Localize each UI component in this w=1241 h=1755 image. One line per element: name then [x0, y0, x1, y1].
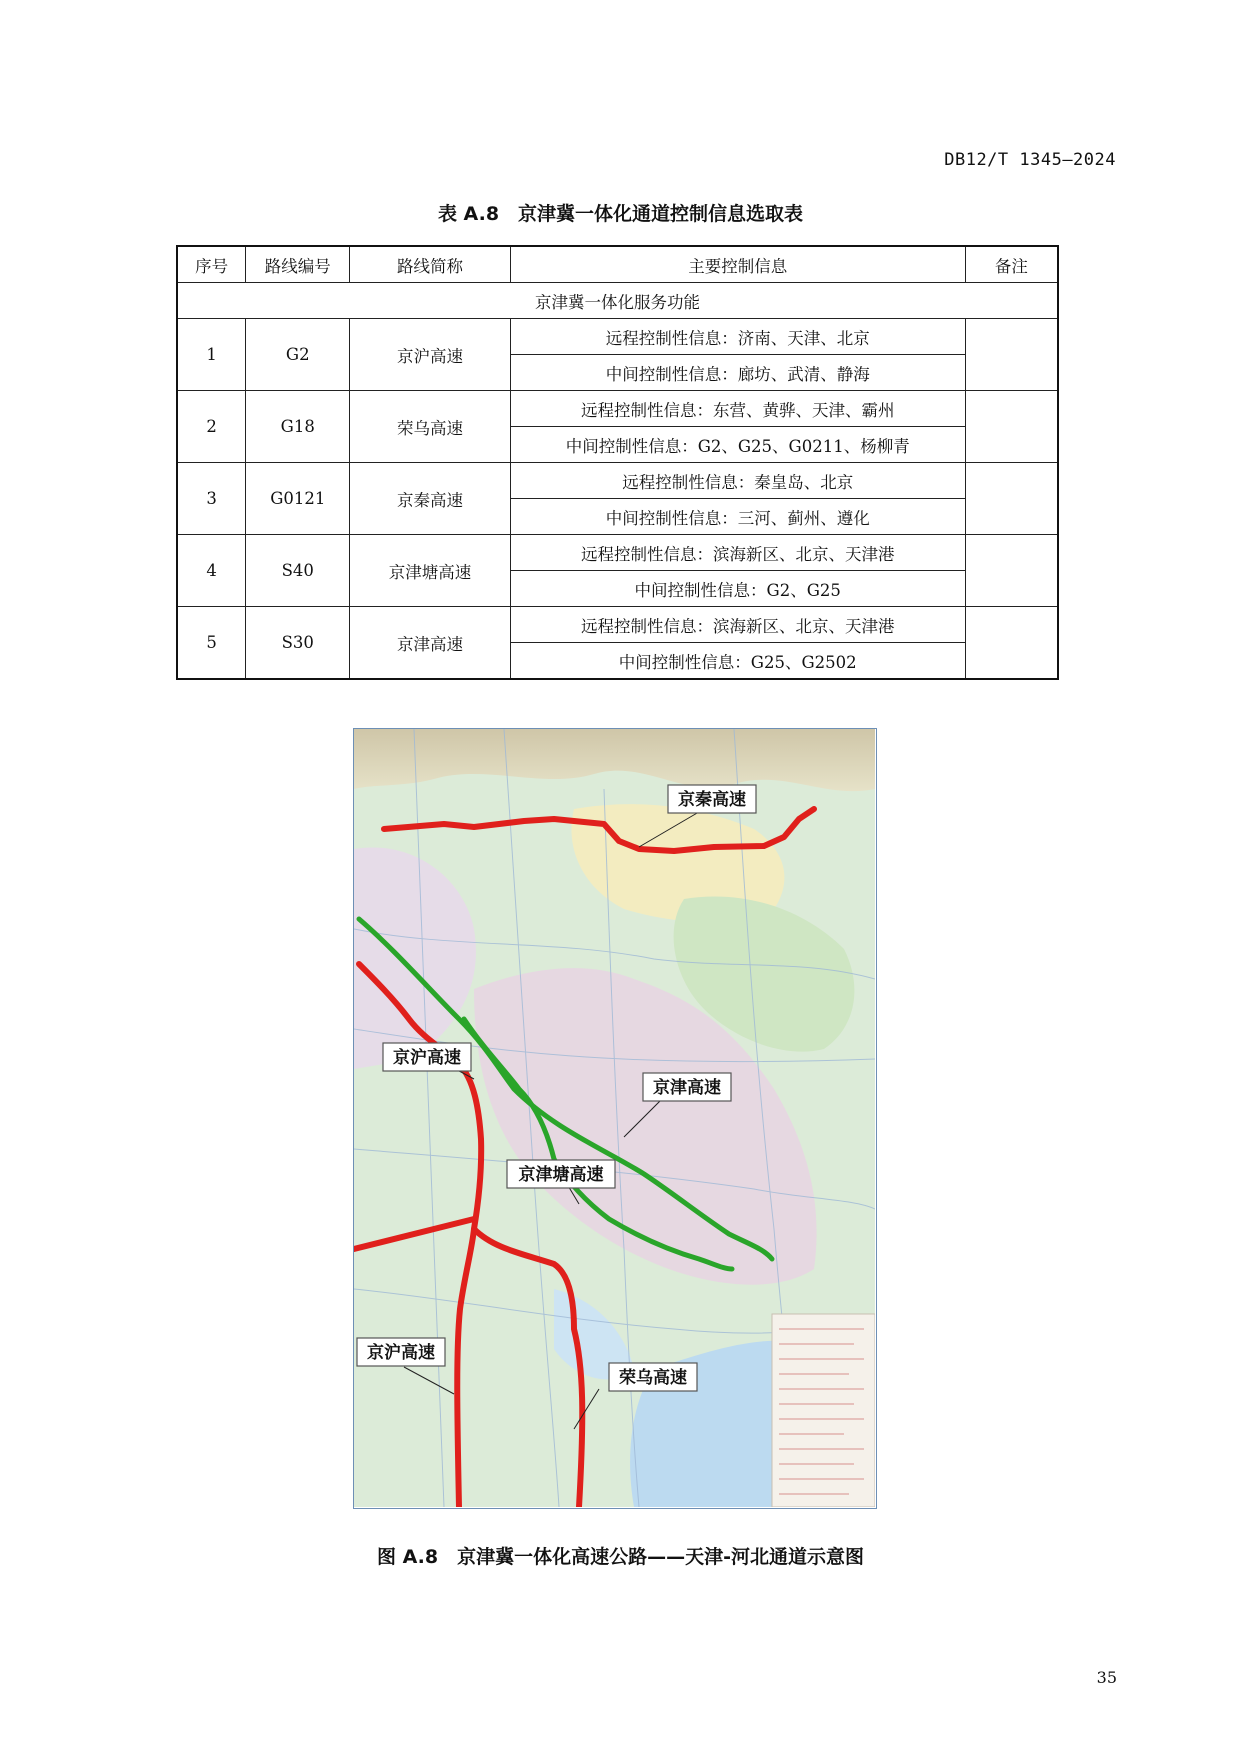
row-number: 5 — [177, 607, 246, 680]
section-header: 京津冀一体化服务功能 — [177, 283, 1058, 319]
table-header-row — [177, 246, 1058, 283]
remark-cell — [965, 391, 1058, 463]
remote-control-info: 远程控制性信息：滨海新区、北京、天津港 — [510, 535, 965, 571]
column-header: 路线编号 — [246, 246, 350, 283]
label-jingjintang — [507, 1160, 615, 1188]
label-jinghu-upper — [383, 1043, 471, 1071]
figure-caption: 图 A.8 京津冀一体化高速公路——天津-河北通道示意图 — [377, 1546, 864, 1568]
row-number: 3 — [177, 463, 246, 535]
remark-cell — [965, 463, 1058, 535]
remark-cell — [965, 607, 1058, 680]
table-row — [177, 463, 1058, 499]
page-number: 35 — [1096, 1668, 1117, 1687]
label-jinghu-upper-text: 京沪高速 — [393, 1048, 461, 1068]
document-code: DB12/T 1345—2024 — [944, 150, 1116, 170]
label-jingjintang-text: 京津塘高速 — [518, 1165, 604, 1185]
remote-control-info: 远程控制性信息：秦皇岛、北京 — [510, 463, 965, 499]
route-code: G18 — [246, 391, 350, 463]
middle-control-info: 中间控制性信息：G2、G25 — [510, 571, 965, 607]
map-legend — [772, 1314, 875, 1507]
route-code: S30 — [246, 607, 350, 680]
route-name: 京津高速 — [350, 607, 511, 680]
remote-control-info: 远程控制性信息：滨海新区、北京、天津港 — [510, 607, 965, 643]
route-name: 京津塘高速 — [350, 535, 511, 607]
label-jingqin-text: 京秦高速 — [678, 790, 746, 810]
route-code: S40 — [246, 535, 350, 607]
label-jingjin-text: 京津高速 — [653, 1078, 721, 1098]
map-canvas — [354, 729, 875, 1507]
middle-control-info: 中间控制性信息：廊坊、武清、静海 — [510, 355, 965, 391]
column-header: 备注 — [965, 246, 1058, 283]
section-row — [177, 283, 1058, 319]
route-code: G0121 — [246, 463, 350, 535]
table-row — [177, 391, 1058, 427]
column-header: 主要控制信息 — [510, 246, 965, 283]
table-row — [177, 319, 1058, 355]
label-jingjin — [643, 1073, 731, 1101]
remark-cell — [965, 535, 1058, 607]
row-number: 4 — [177, 535, 246, 607]
route-map — [353, 728, 877, 1509]
control-info-table — [176, 245, 1059, 680]
label-jinghu-lower-text: 京沪高速 — [367, 1343, 435, 1363]
label-jinghu-lower — [357, 1338, 445, 1366]
label-rongwu-text: 荣乌高速 — [619, 1368, 687, 1388]
row-number: 2 — [177, 391, 246, 463]
remote-control-info: 远程控制性信息：东营、黄骅、天津、霸州 — [510, 391, 965, 427]
table-row — [177, 607, 1058, 643]
remote-control-info: 远程控制性信息：济南、天津、北京 — [510, 319, 965, 355]
route-name: 京沪高速 — [350, 319, 511, 391]
table-title: 表 A.8 京津冀一体化通道控制信息选取表 — [437, 203, 804, 225]
label-rongwu — [609, 1363, 697, 1391]
table-row — [177, 535, 1058, 571]
row-number: 1 — [177, 319, 246, 391]
route-code: G2 — [246, 319, 350, 391]
label-jingqin — [668, 785, 756, 813]
middle-control-info: 中间控制性信息：G2、G25、G0211、杨柳青 — [510, 427, 965, 463]
column-header: 序号 — [177, 246, 246, 283]
route-name: 荣乌高速 — [350, 391, 511, 463]
middle-control-info: 中间控制性信息：G25、G2502 — [510, 643, 965, 680]
middle-control-info: 中间控制性信息：三河、蓟州、遵化 — [510, 499, 965, 535]
route-name: 京秦高速 — [350, 463, 511, 535]
remark-cell — [965, 319, 1058, 391]
column-header: 路线简称 — [350, 246, 511, 283]
